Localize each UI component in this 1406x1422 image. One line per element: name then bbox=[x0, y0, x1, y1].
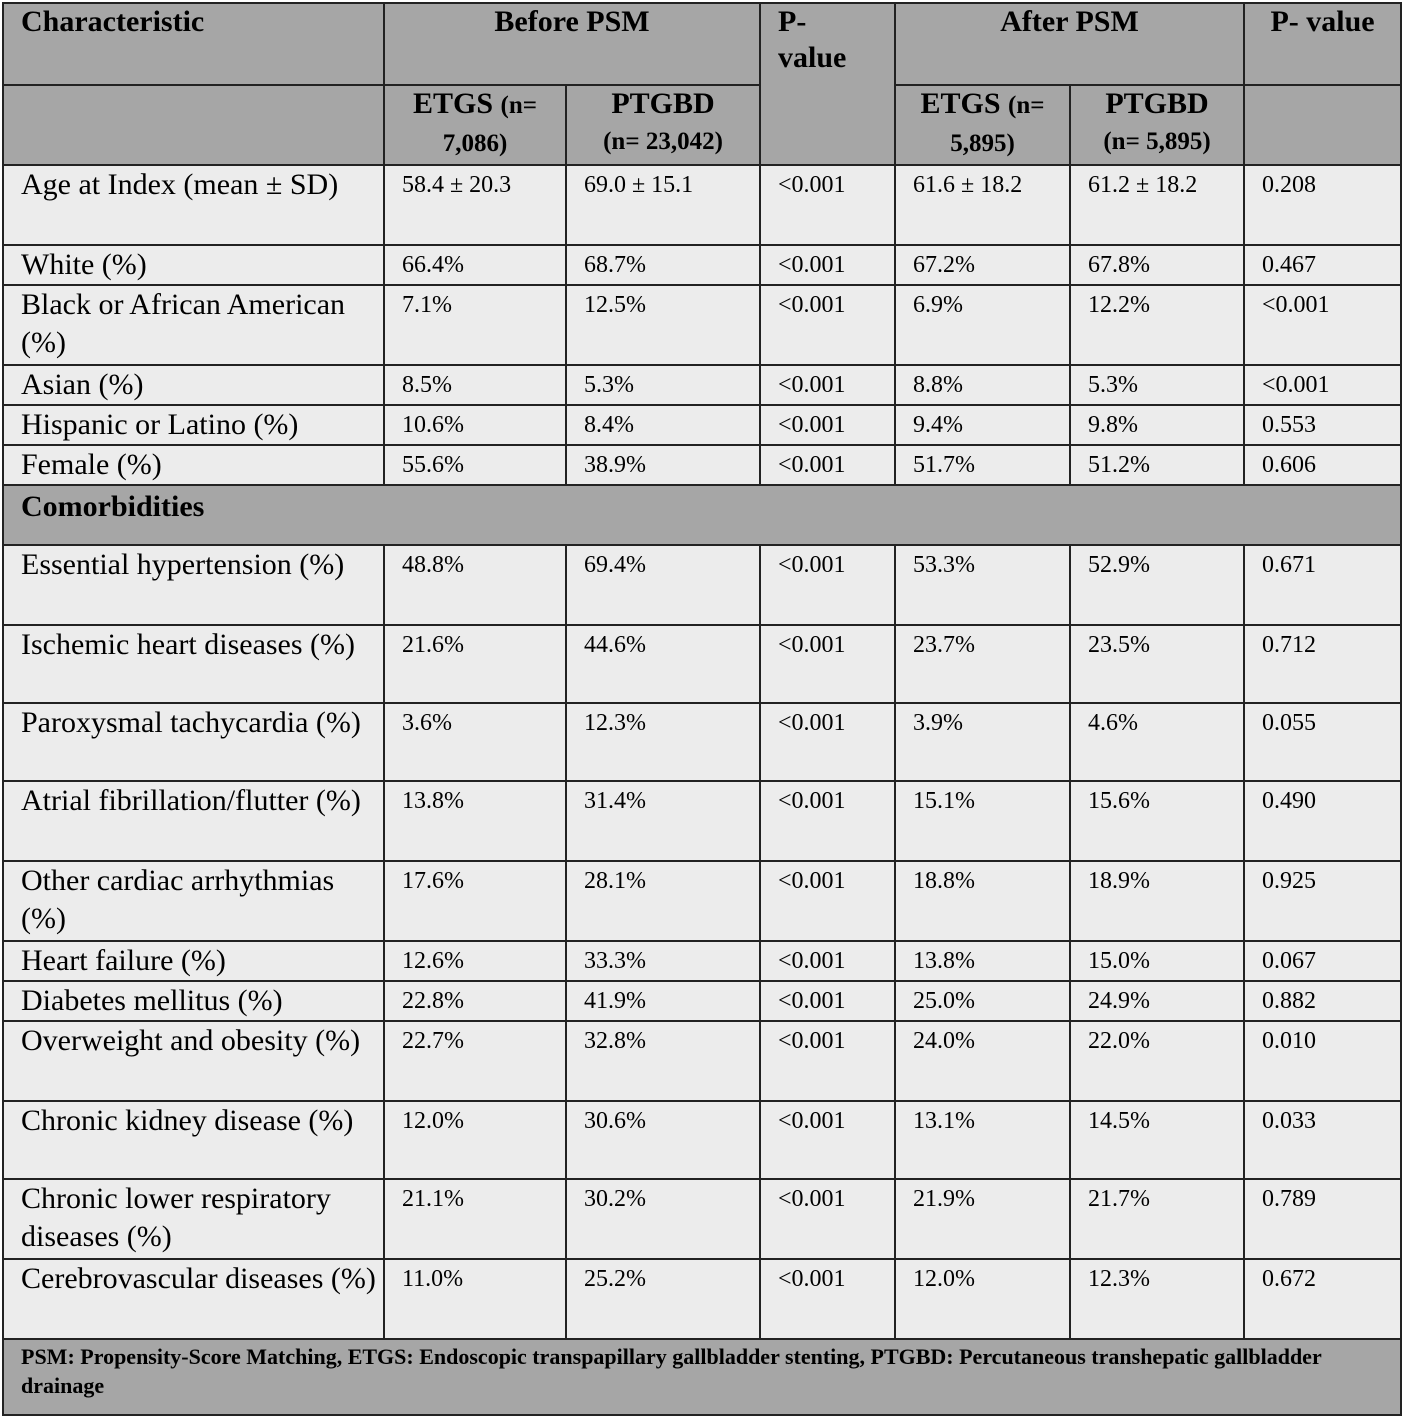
after-ptgbd-value: 67.8% bbox=[1070, 245, 1244, 285]
header-p-value-before: P- value bbox=[760, 3, 895, 165]
table-row bbox=[3, 365, 1401, 405]
header-blank bbox=[1244, 85, 1401, 165]
group-n: (n= 23,042) bbox=[603, 128, 723, 155]
table-row bbox=[3, 165, 1401, 245]
after-ptgbd-value: 15.0% bbox=[1070, 941, 1244, 981]
table-row bbox=[3, 405, 1401, 445]
row-label: White (%) bbox=[3, 245, 384, 285]
p-value-after: 0.606 bbox=[1244, 445, 1401, 485]
before-ptgbd-value: 12.5% bbox=[566, 285, 760, 365]
before-ptgbd-value: 25.2% bbox=[566, 1259, 760, 1339]
row-label: Essential hypertension (%) bbox=[3, 545, 384, 625]
group-n: (n= 5,895) bbox=[1103, 128, 1211, 155]
p-value-before: <0.001 bbox=[760, 405, 895, 445]
group-name: PTGBD bbox=[611, 87, 715, 120]
row-label: Black or African American (%) bbox=[3, 285, 384, 365]
p-value-before: <0.001 bbox=[760, 625, 895, 703]
row-label: Ischemic heart diseases (%) bbox=[3, 625, 384, 703]
after-etgs-value: 21.9% bbox=[895, 1179, 1070, 1259]
after-etgs-value: 24.0% bbox=[895, 1021, 1070, 1101]
group-name: PTGBD bbox=[1105, 87, 1209, 120]
after-ptgbd-value: 52.9% bbox=[1070, 545, 1244, 625]
after-ptgbd-value: 18.9% bbox=[1070, 861, 1244, 941]
p-value-before: <0.001 bbox=[760, 165, 895, 245]
before-etgs-value: 12.0% bbox=[384, 1101, 566, 1179]
before-etgs-value: 8.5% bbox=[384, 365, 566, 405]
row-label: Asian (%) bbox=[3, 365, 384, 405]
footnote: PSM: Propensity-Score Matching, ETGS: Endoscopic transpapillary gallbladder stenting, PTGBD: Percutaneous transhepatic gallbladder drainage bbox=[3, 1339, 1401, 1415]
before-etgs-value: 21.6% bbox=[384, 625, 566, 703]
p-value-before: <0.001 bbox=[760, 703, 895, 781]
after-ptgbd-value: 21.7% bbox=[1070, 1179, 1244, 1259]
p-value-after: 0.033 bbox=[1244, 1101, 1401, 1179]
demographics-body bbox=[3, 165, 1401, 485]
comorbidities-section bbox=[3, 485, 1401, 545]
before-ptgbd-value: 12.3% bbox=[566, 703, 760, 781]
after-etgs-value: 6.9% bbox=[895, 285, 1070, 365]
table-row bbox=[3, 941, 1401, 981]
after-etgs-value: 13.1% bbox=[895, 1101, 1070, 1179]
row-label: Age at Index (mean ± SD) bbox=[3, 165, 384, 245]
row-label: Chronic kidney disease (%) bbox=[3, 1101, 384, 1179]
before-etgs-value: 7.1% bbox=[384, 285, 566, 365]
after-ptgbd-value: 9.8% bbox=[1070, 405, 1244, 445]
before-ptgbd-value: 30.6% bbox=[566, 1101, 760, 1179]
section-heading: Comorbidities bbox=[3, 485, 1401, 545]
before-etgs-value: 66.4% bbox=[384, 245, 566, 285]
header-before-etgs bbox=[384, 85, 566, 165]
after-etgs-value: 25.0% bbox=[895, 981, 1070, 1021]
after-ptgbd-value: 12.2% bbox=[1070, 285, 1244, 365]
p-value-after: <0.001 bbox=[1244, 365, 1401, 405]
table-row bbox=[3, 1021, 1401, 1101]
group-n: (n= 7,086) bbox=[442, 92, 538, 157]
p-value-after: 0.882 bbox=[1244, 981, 1401, 1021]
p-value-after: 0.055 bbox=[1244, 703, 1401, 781]
header-after-ptgbd bbox=[1070, 85, 1244, 165]
p-value-after: 0.712 bbox=[1244, 625, 1401, 703]
p-value-after: 0.208 bbox=[1244, 165, 1401, 245]
header-p-value-after: P- value bbox=[1244, 3, 1401, 85]
before-etgs-value: 17.6% bbox=[384, 861, 566, 941]
before-etgs-value: 22.7% bbox=[384, 1021, 566, 1101]
p-value-before: <0.001 bbox=[760, 1021, 895, 1101]
row-label: Overweight and obesity (%) bbox=[3, 1021, 384, 1101]
after-ptgbd-value: 12.3% bbox=[1070, 1259, 1244, 1339]
after-ptgbd-value: 23.5% bbox=[1070, 625, 1244, 703]
after-etgs-value: 53.3% bbox=[895, 545, 1070, 625]
group-name: ETGS bbox=[412, 87, 494, 120]
p-value-after: 0.925 bbox=[1244, 861, 1401, 941]
before-etgs-value: 12.6% bbox=[384, 941, 566, 981]
table-row bbox=[3, 245, 1401, 285]
table-row bbox=[3, 1101, 1401, 1179]
header-before-ptgbd bbox=[566, 85, 760, 165]
row-label: Cerebrovascular diseases (%) bbox=[3, 1259, 384, 1339]
p-value-after: <0.001 bbox=[1244, 285, 1401, 365]
row-label: Paroxysmal tachycardia (%) bbox=[3, 703, 384, 781]
after-etgs-value: 61.6 ± 18.2 bbox=[895, 165, 1070, 245]
table-row bbox=[3, 545, 1401, 625]
header-after-psm: After PSM bbox=[895, 3, 1244, 85]
table-row bbox=[3, 703, 1401, 781]
p-value-after: 0.010 bbox=[1244, 1021, 1401, 1101]
p-value-before: <0.001 bbox=[760, 445, 895, 485]
p-value-before: <0.001 bbox=[760, 1179, 895, 1259]
p-value-before: <0.001 bbox=[760, 1101, 895, 1179]
after-ptgbd-value: 51.2% bbox=[1070, 445, 1244, 485]
table-row bbox=[3, 981, 1401, 1021]
group-name: ETGS bbox=[920, 87, 1001, 120]
table-row bbox=[3, 625, 1401, 703]
after-etgs-value: 8.8% bbox=[895, 365, 1070, 405]
after-ptgbd-value: 4.6% bbox=[1070, 703, 1244, 781]
p-value-after: 0.067 bbox=[1244, 941, 1401, 981]
p-value-after: 0.671 bbox=[1244, 545, 1401, 625]
row-label: Chronic lower respiratory diseases (%) bbox=[3, 1179, 384, 1259]
before-ptgbd-value: 30.2% bbox=[566, 1179, 760, 1259]
before-ptgbd-value: 32.8% bbox=[566, 1021, 760, 1101]
row-label: Female (%) bbox=[3, 445, 384, 485]
header-before-psm: Before PSM bbox=[384, 3, 760, 85]
after-etgs-value: 13.8% bbox=[895, 941, 1070, 981]
after-etgs-value: 51.7% bbox=[895, 445, 1070, 485]
p-value-after: 0.467 bbox=[1244, 245, 1401, 285]
before-ptgbd-value: 33.3% bbox=[566, 941, 760, 981]
before-etgs-value: 3.6% bbox=[384, 703, 566, 781]
p-value-before: <0.001 bbox=[760, 941, 895, 981]
after-ptgbd-value: 61.2 ± 18.2 bbox=[1070, 165, 1244, 245]
after-ptgbd-value: 22.0% bbox=[1070, 1021, 1244, 1101]
p-value-after: 0.672 bbox=[1244, 1259, 1401, 1339]
after-etgs-value: 15.1% bbox=[895, 781, 1070, 861]
before-ptgbd-value: 31.4% bbox=[566, 781, 760, 861]
p-value-before: <0.001 bbox=[760, 981, 895, 1021]
after-ptgbd-value: 5.3% bbox=[1070, 365, 1244, 405]
before-ptgbd-value: 8.4% bbox=[566, 405, 760, 445]
p-value-after: 0.789 bbox=[1244, 1179, 1401, 1259]
row-label: Other cardiac arrhythmias (%) bbox=[3, 861, 384, 941]
p-value-before: <0.001 bbox=[760, 861, 895, 941]
after-ptgbd-value: 14.5% bbox=[1070, 1101, 1244, 1179]
after-etgs-value: 67.2% bbox=[895, 245, 1070, 285]
before-ptgbd-value: 5.3% bbox=[566, 365, 760, 405]
p-value-before: <0.001 bbox=[760, 545, 895, 625]
before-ptgbd-value: 44.6% bbox=[566, 625, 760, 703]
before-etgs-value: 48.8% bbox=[384, 545, 566, 625]
before-ptgbd-value: 28.1% bbox=[566, 861, 760, 941]
after-etgs-value: 18.8% bbox=[895, 861, 1070, 941]
before-ptgbd-value: 69.0 ± 15.1 bbox=[566, 165, 760, 245]
before-ptgbd-value: 41.9% bbox=[566, 981, 760, 1021]
after-etgs-value: 9.4% bbox=[895, 405, 1070, 445]
p-value-before: <0.001 bbox=[760, 781, 895, 861]
table-row bbox=[3, 445, 1401, 485]
baseline-characteristics-table bbox=[2, 2, 1402, 1416]
after-ptgbd-value: 24.9% bbox=[1070, 981, 1244, 1021]
p-value-before: <0.001 bbox=[760, 1259, 895, 1339]
row-label: Heart failure (%) bbox=[3, 941, 384, 981]
before-etgs-value: 55.6% bbox=[384, 445, 566, 485]
row-label: Atrial fibrillation/flutter (%) bbox=[3, 781, 384, 861]
p-value-after: 0.553 bbox=[1244, 405, 1401, 445]
p-value-before: <0.001 bbox=[760, 245, 895, 285]
table-row bbox=[3, 1259, 1401, 1339]
group-n: (n= 5,895) bbox=[950, 92, 1045, 157]
before-etgs-value: 21.1% bbox=[384, 1179, 566, 1259]
before-etgs-value: 11.0% bbox=[384, 1259, 566, 1339]
before-etgs-value: 22.8% bbox=[384, 981, 566, 1021]
before-etgs-value: 13.8% bbox=[384, 781, 566, 861]
row-label: Diabetes mellitus (%) bbox=[3, 981, 384, 1021]
before-ptgbd-value: 38.9% bbox=[566, 445, 760, 485]
before-ptgbd-value: 68.7% bbox=[566, 245, 760, 285]
before-etgs-value: 58.4 ± 20.3 bbox=[384, 165, 566, 245]
table-row bbox=[3, 781, 1401, 861]
comorbidities-body bbox=[3, 545, 1401, 1339]
after-etgs-value: 23.7% bbox=[895, 625, 1070, 703]
before-ptgbd-value: 69.4% bbox=[566, 545, 760, 625]
before-etgs-value: 10.6% bbox=[384, 405, 566, 445]
row-label: Hispanic or Latino (%) bbox=[3, 405, 384, 445]
after-etgs-value: 12.0% bbox=[895, 1259, 1070, 1339]
table-row bbox=[3, 285, 1401, 365]
after-etgs-value: 3.9% bbox=[895, 703, 1070, 781]
after-ptgbd-value: 15.6% bbox=[1070, 781, 1244, 861]
p-value-before: <0.001 bbox=[760, 285, 895, 365]
p-value-before: <0.001 bbox=[760, 365, 895, 405]
p-value-after: 0.490 bbox=[1244, 781, 1401, 861]
table-row bbox=[3, 1179, 1401, 1259]
header-after-etgs bbox=[895, 85, 1070, 165]
header-blank bbox=[3, 85, 384, 165]
header-characteristic: Characteristic bbox=[3, 3, 384, 85]
table-row bbox=[3, 861, 1401, 941]
